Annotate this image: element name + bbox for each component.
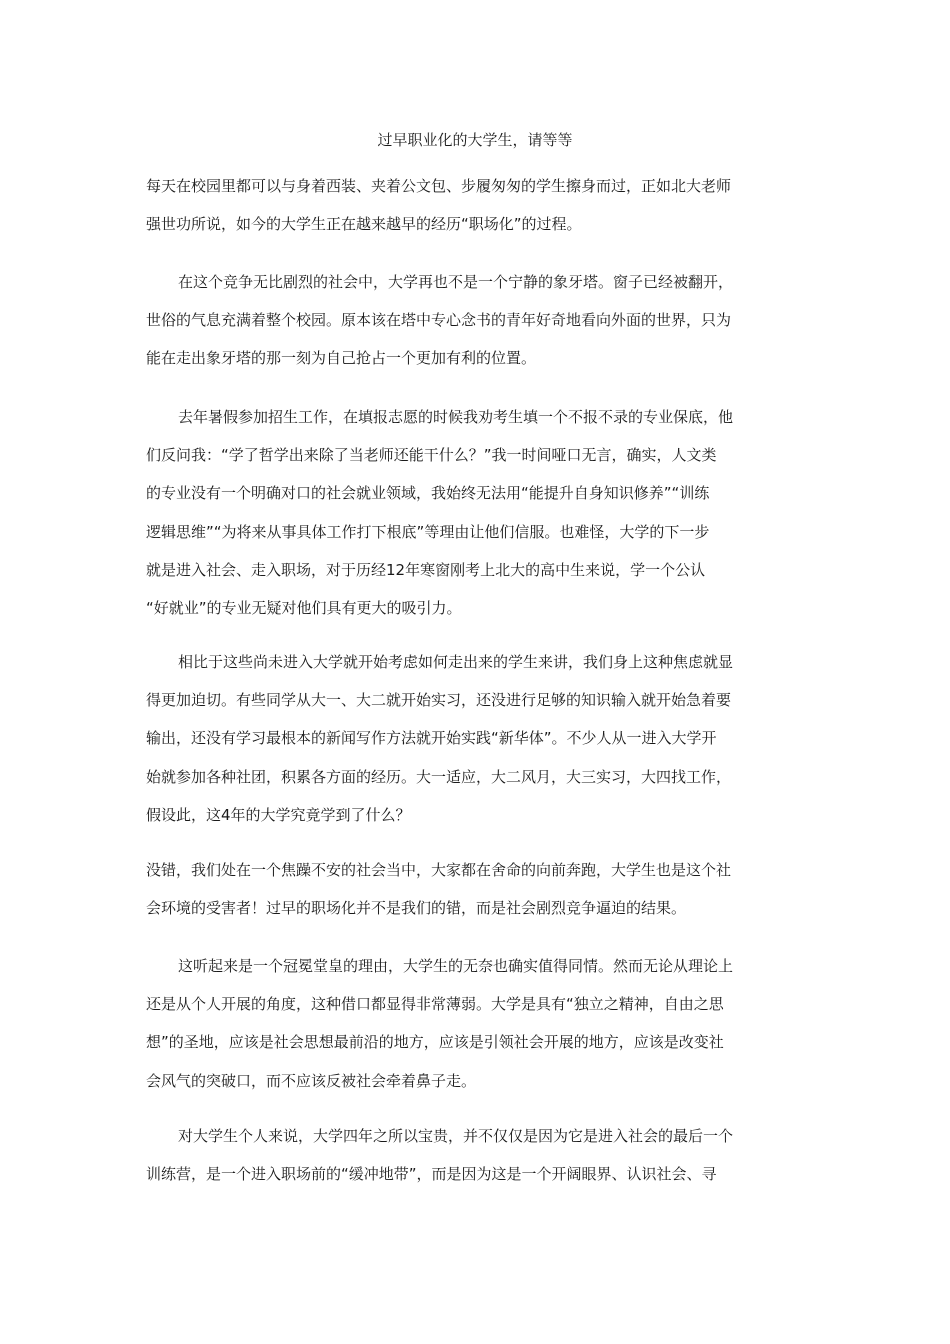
paragraph-line: 没错，我们处在一个焦躁不安的社会当中，大家都在舍命的向前奔跑，大学生也是这个社 bbox=[146, 861, 732, 879]
paragraph-line: 会风气的突破口，而不应该反被社会牵着鼻子走。 bbox=[146, 1071, 477, 1090]
paragraph-line: 这听起来是一个冠冕堂皇的理由，大学生的无奈也确实值得同情。然而无论从理论上 bbox=[178, 957, 734, 975]
paragraph-line: 在这个竞争无比剧烈的社会中，大学再也不是一个宁静的象牙塔。窗子已经被翻开， bbox=[178, 273, 734, 291]
paragraph-line: 得更加迫切。有些同学从大一、大二就开始实习，还没进行足够的知识输入就开始急着要 bbox=[146, 691, 732, 710]
paragraph-line: 的专业没有一个明确对口的社会就业领域，我始终无法用“能提升自身知识修养”“训练 bbox=[146, 484, 710, 503]
paragraph-line: 去年暑假参加招生工作，在填报志愿的时候我劝考生填一个不报不录的专业保底，他 bbox=[178, 408, 734, 426]
paragraph-line: 会环境的受害者！过早的职场化并不是我们的错，而是社会剧烈竞争逼迫的结果。 bbox=[146, 899, 687, 918]
paragraph-4 bbox=[146, 651, 826, 842]
paragraph-line: 假设此，这4年的大学究竟学到了什么？ bbox=[146, 805, 411, 824]
paragraph-line: 输出，还没有学习最根本的新闻写作方法就开始实践“新华体”。不少人从一进入大学开 bbox=[146, 729, 717, 748]
paragraph-line: 相比于这些尚未进入大学就开始考虑如何走出来的学生来讲，我们身上这种焦虑就显 bbox=[178, 653, 734, 671]
paragraph-5 bbox=[146, 859, 826, 935]
paragraph-line: 世俗的气息充满着整个校园。原本该在塔中专心念书的青年好奇地看向外面的世界，只为 bbox=[146, 311, 732, 330]
paragraph-line: 强世功所说，如今的大学生正在越来越早的经历“职场化”的过程。 bbox=[146, 215, 582, 234]
paragraph-line: 想”的圣地，应该是社会思想最前沿的地方，应该是引领社会开展的地方，应该是改变社 bbox=[146, 1033, 724, 1052]
paragraph-7 bbox=[146, 1125, 826, 1201]
paragraph-line: 就是进入社会、走入职场，对于历经12年寒窗刚考上北大的高中生来说，学一个公认 bbox=[146, 560, 706, 579]
paragraph-line: 还是从个人开展的角度，这种借口都显得非常薄弱。大学是具有“独立之精神，自由之思 bbox=[146, 995, 724, 1014]
paragraph-line: 们反问我：“学了哲学出来除了当老师还能干什么？”我一时间哑口无言，确实，人文类 bbox=[146, 446, 717, 465]
paragraph-1 bbox=[146, 175, 826, 251]
paragraph-6 bbox=[146, 955, 826, 1108]
paragraph-line: 逻辑思维”“为将来从事具体工作打下根底”等理由让他们信服。也难怪，大学的下一步 bbox=[146, 522, 710, 541]
paragraph-line: 始就参加各种社团，积累各方面的经历。大一适应，大二风月，大三实习，大四找工作， bbox=[146, 767, 732, 786]
paragraph-line: “好就业”的专业无疑对他们具有更大的吸引力。 bbox=[146, 598, 462, 617]
document-title: 过早职业化的大学生，请等等 bbox=[377, 131, 573, 149]
paragraph-line: 每天在校园里都可以与身着西装、夹着公文包、步履匆匆的学生擦身而过，正如北大老师 bbox=[146, 177, 732, 195]
paragraph-line: 训练营，是一个进入职场前的“缓冲地带”，而是因为这是一个开阔眼界、认识社会、寻 bbox=[146, 1165, 717, 1184]
paragraph-line: 对大学生个人来说，大学四年之所以宝贵，并不仅仅是因为它是进入社会的最后一个 bbox=[178, 1127, 734, 1145]
paragraph-2 bbox=[146, 271, 826, 386]
paragraph-3 bbox=[146, 406, 826, 635]
paragraph-line: 能在走出象牙塔的那一刻为自己抢占一个更加有利的位置。 bbox=[146, 349, 537, 368]
